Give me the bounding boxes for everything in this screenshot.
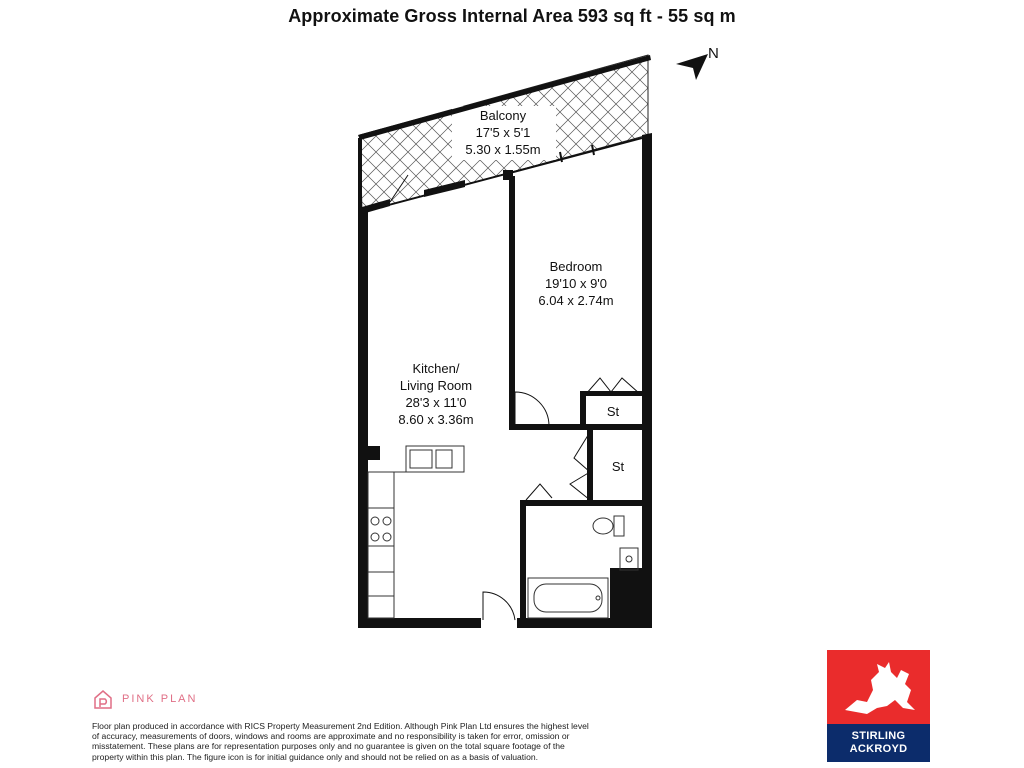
griffin-icon — [827, 650, 930, 724]
page-title: Approximate Gross Internal Area 593 sq ft - 55 sq m — [288, 6, 736, 26]
north-arrow-icon — [676, 45, 719, 80]
balcony-imperial: 17'5 x 5'1 — [475, 125, 531, 140]
pink-plan-house-icon — [92, 688, 114, 710]
store1-name: St — [606, 404, 620, 419]
balcony-name: Balcony — [479, 108, 527, 123]
stirling-ackroyd-logo — [827, 650, 930, 762]
pink-plan-brand: PINK PLAN — [122, 693, 198, 705]
agent-name-line1: STIRLING — [851, 730, 906, 742]
store2-name: St — [611, 459, 625, 474]
compass-label: N — [708, 45, 719, 62]
kitchen-name-line1: Kitchen/ — [412, 361, 460, 376]
kitchen-units — [368, 446, 464, 618]
balcony-metric: 5.30 x 1.55m — [465, 142, 541, 157]
pink-plan-logo — [92, 688, 197, 710]
bedroom-name: Bedroom — [549, 259, 603, 274]
disclaimer-text: Floor plan produced in accordance with RICS Property Measurement 2nd Edition. Although Pink Plan Ltd ensures the highest level of accuracy, measurements of doors, windows and rooms are approximate and no responsibility is taken for error, omission or misstatement. These plans are for representation purposes only and no guarantee is given on the total square footage of the property within this plan. The figure icon is for initial guidance only and should not be relied on as a basis of valuation. — [92, 721, 589, 762]
bedroom-imperial: 19'10 x 9'0 — [544, 276, 608, 291]
agent-name-line2: ACKROYD — [849, 743, 908, 755]
bedroom-metric: 6.04 x 2.74m — [538, 293, 614, 308]
kitchen-metric: 8.60 x 3.36m — [398, 412, 474, 427]
kitchen-name-line2: Living Room — [399, 378, 473, 393]
kitchen-imperial: 28'3 x 11'0 — [405, 395, 467, 410]
